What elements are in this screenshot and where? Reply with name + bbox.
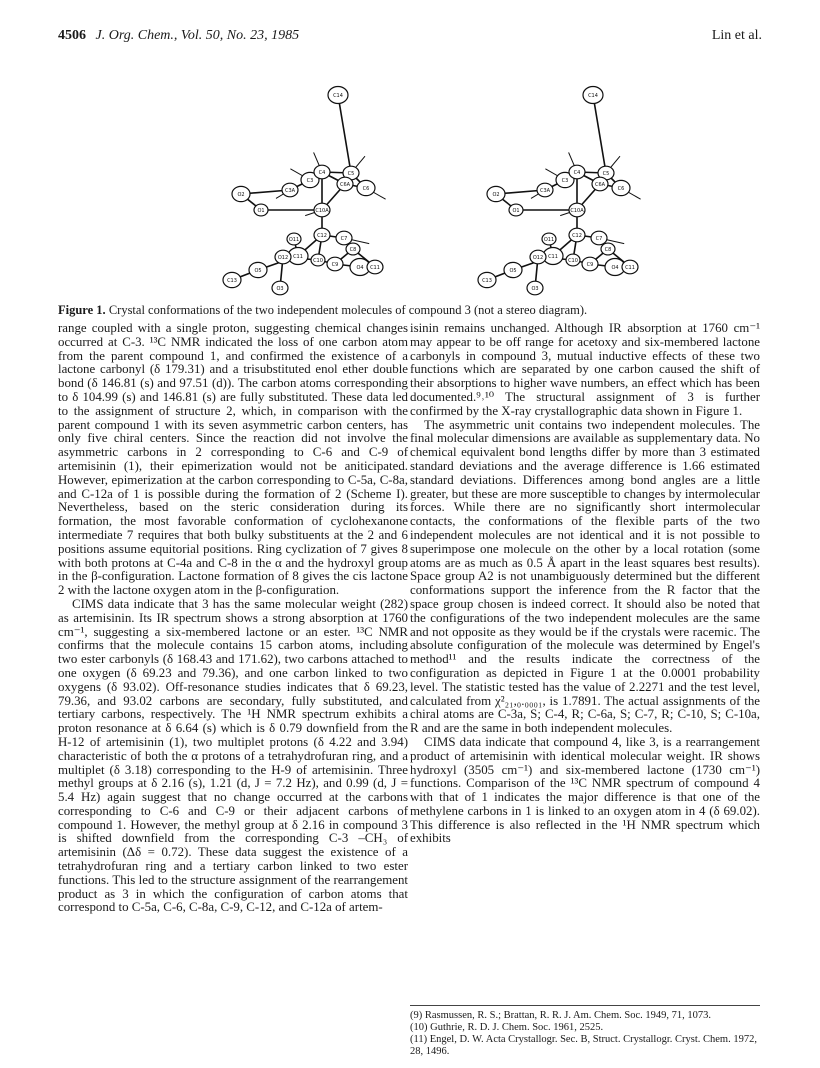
atom-label: C10A bbox=[315, 208, 329, 214]
atom-label: C11 bbox=[548, 254, 558, 260]
atom-label: C3 bbox=[561, 178, 569, 184]
right-paragraph-2: The asymmetric unit contains two independent molecules. The final molecular dimensions are available as supplementary data. No chemical equivalent bond lengths differ by more than 3 estimated standard deviations and the average difference is 1.66 estimated standard deviations. Differences among bond angles are a little greater, but these are more susceptible to changes by intermolecular forces. While there are no significantly short intermolecular contacts, the conformations of the flexible parts of the two independent molecules are not identical and it is not possible to superimpose one molecule on the other by a local rotation (some atoms are as much as 0.5 Å apart in the least squares best results). Space group A2 is not unambiguously determined but the different conformations support the inference from the R factor that the space group chosen is indeed correct. It should also be noted that the configurations of the two independent molecules are the same and not opposite as they would be if the crystals were racemic. The absolute configuration of the molecule was determined by Engel's method¹¹ and the results indicate the correctness of the configuration as depicted in Figure 1 at the 0.0001 probability level. The statistic tested has the value of 2.2271 and the test level, calculated from χ²₂₁,₀.₀₀₀₁, is 1.7891. The actual assignments of the chiral atoms are C-3a, S; C-4, R; C-6a, S; C-7, R; C-10, S; C-10a, R and are the same in both independent molecules. bbox=[410, 417, 760, 736]
atom-label: C12 bbox=[317, 233, 327, 239]
atom-label: C7 bbox=[340, 236, 348, 242]
bond-line bbox=[593, 95, 606, 173]
atom-label: C5 bbox=[602, 171, 610, 177]
atom-label: C6A bbox=[339, 182, 351, 188]
left-paragraph-1: range coupled with a single proton, suggesting chemical changes occurred at C-3. ¹³C NMR indicated the loss of one carbon atom from the parent compound 1, and confirmed the existence of a lactone carbonyl (δ 179.31) and a trisubstituted enol ether double bond (δ 146.81 (s) and 97.51 (d)). The carbon atoms corresponding to δ 104.99 (s) and 146.81 (s) are fully substituted. These data led to the assignment of structure 2, which, in comparison with the parent compound 1 with its seven asymmetric carbon centers, has only five chiral centers. Since the reaction did not involve the asymmetric carbons in 2 corresponding to C-6 and C-9 of artemisinin (1), their epimerization would not be aniticipated. However, epimerization at the carbon corresponding to C-5a, C-8a, and C-12a of 1 is possible during the formation of 2 (Scheme I). Nevertheless, based on the steric consideration during its formation, the most favorable conformation of cyclohexanone intermediate 7 requires that both bulky substituents at the 2 and 6 positions assume equitorial positions. Ring cyclization of 7 gives 8 with both protons at C-4a and C-8 in the α and the hydroxyl group in the β-configuration. Lactone formation of 8 gives the cis lactone 2 with the lactone oxygen atom in the β-configuration. bbox=[58, 321, 408, 598]
header-left bbox=[58, 28, 299, 44]
figure-caption bbox=[58, 303, 778, 318]
atom-label: O2 bbox=[492, 192, 500, 198]
atom-label: O2 bbox=[237, 192, 245, 198]
reference-10: (10) Guthrie, R. D. J. Chem. Soc. 1961, 2525. bbox=[410, 1022, 604, 1033]
atom-label: C11 bbox=[625, 265, 635, 271]
atom-label: C3A bbox=[539, 188, 551, 194]
figure-caption-label: Figure 1. bbox=[58, 303, 106, 317]
atom-label: C10 bbox=[568, 258, 578, 264]
left-column bbox=[58, 322, 408, 915]
atom-label: O12 bbox=[277, 255, 289, 261]
atom-label: C9 bbox=[586, 262, 594, 268]
atom-label: C13 bbox=[482, 278, 492, 284]
reference-9: (9) Rasmussen, R. S.; Brattan, R. R. J. Am. Chem. Soc. 1949, 71, 1073. bbox=[410, 1010, 712, 1021]
atom-label: O1 bbox=[512, 208, 520, 214]
atom-label: O4 bbox=[611, 265, 619, 271]
atom-label: C9 bbox=[331, 262, 339, 268]
atom-label: C8 bbox=[604, 247, 612, 253]
atom-label: C12 bbox=[572, 233, 582, 239]
atom-label: C8 bbox=[349, 247, 357, 253]
header-authors: Lin et al. bbox=[711, 28, 762, 43]
atom-label: C11 bbox=[293, 254, 303, 260]
bond-line bbox=[338, 95, 351, 173]
atom-label: O4 bbox=[356, 265, 364, 271]
right-column bbox=[410, 322, 760, 846]
atom-label: C11 bbox=[370, 265, 380, 271]
right-paragraph-3: CIMS data indicate that compound 4, like 3, is a rearrangement product of artemisinin with identical molecular weight. IR shows hydroxyl (3505 cm⁻¹) and six-membered lactone (1730 cm⁻¹) functions. Comparison of the ¹³C NMR spectrum of compound 4 with that of 1 indicates the major difference is that one of the methylene carbons in 1 is linked to an oxygen atom in 4 (δ 69.02). This difference is also reflected in the ¹H NMR spectrum which exhibits bbox=[410, 734, 760, 846]
atom-label: O1 bbox=[257, 208, 265, 214]
atom-label: O5 bbox=[254, 268, 262, 274]
molecule-1-ortep bbox=[223, 87, 386, 295]
atom-label: O5 bbox=[509, 268, 517, 274]
atom-label: C6A bbox=[594, 182, 606, 188]
atom-label: O12 bbox=[532, 255, 544, 261]
running-header bbox=[58, 28, 762, 48]
atom-label: C4 bbox=[573, 170, 581, 176]
left-paragraph-2: CIMS data indicate that 3 has the same molecular weight (282) as artemisinin. Its IR spectrum shows a strong absorption at 1760 cm⁻¹, suggesting a six-membered lactone or an ester. ¹³C NMR confirms that the molecule contains 15 carbon atoms, including two ester carbonyls (δ 168.43 and 171.62), two carbons attached to one oxygen (δ 69.23 and 79.36), and one carbon linked to two oxygens (δ 93.02). Off-resonance studies indicates that δ 69.23, 79.36, and 93.02 carbons are secondary, fully substituted, and tertiary carbons, respectively. The ¹H NMR spectrum exhibits a proton resonance at δ 6.64 (s) which is δ 0.79 downfield from the H-12 of artemisinin (1), two multiplet protons (δ 4.22 and 3.94) characteristic of both the α protons of a tetrahydrofuran ring, and a multiplet (δ 3.18) corresponding to the H-9 of artemisinin. Three methyl groups at δ 2.16 (s), 1.21 (d, J = 7.2 Hz), and 0.99 (d, J = 5.4 Hz) again suggest that no change occurred at the carbons corresponding to C-6 and C-9 or their adjacent carbons of compound 1. However, the methyl group at δ 2.16 in compound 3 is shifted downfield from the corresponding C-3 –CH₃ of artemisinin (Δδ = 0.72). These data suggest the existence of a tetrahydrofuran ring and a tertiary carbon linked to two ester functions. This led to the structure assignment of the rearrangement product as 3 in which the configuration of carbon atoms that correspond to C-5a, C-6, C-8a, C-9, C-12, and C-12a of artem- bbox=[58, 596, 408, 915]
atom-label: C10 bbox=[313, 258, 323, 264]
atom-label: C14 bbox=[333, 93, 343, 99]
atom-label: C5 bbox=[347, 171, 355, 177]
crystal-structure-figure bbox=[150, 52, 670, 297]
page-number: 4506 bbox=[58, 28, 86, 43]
right-paragraph-1: isinin remains unchanged. Although IR absorption at 1760 cm⁻¹ may appear to be off range for acetoxy and six-membered lactone carbonyls in compound 3, mutual inductive effects of these two functions which are separated by one carbon caused the shift of their absorptions to higher wave numbers, an effect which has been documented.⁹˒¹⁰ The structural assignment of 3 is further confirmed by the X-ray crystallographic data shown in Figure 1. bbox=[410, 321, 760, 418]
atom-label: O3 bbox=[531, 286, 539, 292]
atom-label: O11 bbox=[543, 237, 555, 243]
reference-11: (11) Engel, D. W. Acta Crystallogr. Sec. B, Struct. Crystallogr. Cryst. Chem. 1972, 28, 1496. bbox=[410, 1034, 757, 1057]
atom-label: C4 bbox=[318, 170, 326, 176]
atom-label: C10A bbox=[570, 208, 584, 214]
atom-label: C3A bbox=[284, 188, 296, 194]
atom-label: C6 bbox=[362, 186, 370, 192]
figure-caption-text: Crystal conformations of the two independent molecules of compound 3 (not a stereo diagram). bbox=[108, 303, 588, 317]
molecule-2-ortep bbox=[478, 87, 641, 295]
journal-citation: J. Org. Chem., Vol. 50, No. 23, 1985 bbox=[95, 28, 300, 43]
atom-label: C7 bbox=[595, 236, 603, 242]
footnote-references bbox=[410, 1005, 760, 1058]
atom-label: O11 bbox=[288, 237, 300, 243]
atom-label: C3 bbox=[306, 178, 314, 184]
atom-label: C14 bbox=[588, 93, 598, 99]
atom-label: C13 bbox=[227, 278, 237, 284]
atom-label: O3 bbox=[276, 286, 284, 292]
atom-label: C6 bbox=[617, 186, 625, 192]
